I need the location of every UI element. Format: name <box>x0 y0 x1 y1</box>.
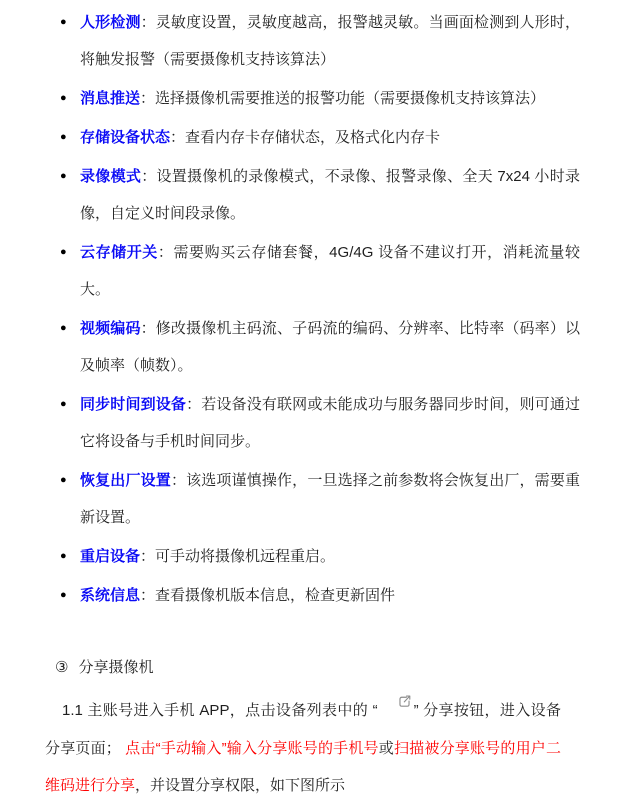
section-heading <box>55 658 635 678</box>
feature-description: ：可手动将摄像机远程重启。 <box>140 548 336 565</box>
feature-description: ：该选项谨慎操作，一旦选择之前参数将会恢复出厂，需要重新设置。 <box>80 472 580 526</box>
feature-label: 系统信息 <box>80 587 141 604</box>
share-icon <box>379 687 413 725</box>
list-item <box>60 234 580 308</box>
list-item <box>60 158 580 232</box>
feature-description: ：设置摄像机的录像模式，不录像、报警录像、全天 7x24 小时录像，自定义时间段录像。 <box>80 168 580 222</box>
bullet-icon: ● <box>60 550 67 562</box>
bullet-icon: ● <box>60 92 67 104</box>
feature-description: ：查看摄像机版本信息，检查更新固件 <box>140 587 396 604</box>
list-item <box>60 4 580 78</box>
list-item <box>60 538 580 575</box>
section-title: 分享摄像机 <box>78 659 154 676</box>
bullet-icon: ● <box>60 131 67 143</box>
bullet-icon: ● <box>60 170 67 182</box>
feature-description: ：需要购买云存储套餐，4G/4G 设备不建议打开，消耗流量较大。 <box>80 244 580 298</box>
text-segment: 点击“手动输入”输入分享账号的手机号 <box>125 739 379 757</box>
feature-description: ：灵敏度设置，灵敏度越高，报警越灵敏。当画面检测到人形时，将触发报警（需要摄像机支持该算法） <box>80 14 580 68</box>
bullet-icon: ● <box>60 322 67 334</box>
feature-description: ：选择摄像机需要推送的报警功能（需要摄像机支持该算法） <box>140 90 546 107</box>
feature-label: 存储设备状态 <box>80 129 171 146</box>
bullet-icon: ● <box>60 16 67 28</box>
text-segment: 扫描被分享账号的用户二维码进行分享 <box>45 739 561 794</box>
feature-label: 录像模式 <box>80 168 142 185</box>
feature-label: 同步时间到设备 <box>80 396 187 413</box>
feature-label: 重启设备 <box>80 548 141 565</box>
text-segment: ” 分享按钮，进入设备分享页面； <box>45 702 561 757</box>
text-segment: 1.1 主账号进入手机 APP，点击设备列表中的 “ <box>62 702 378 719</box>
list-item <box>60 462 580 536</box>
feature-label: 云存储开关 <box>80 244 158 261</box>
list-item <box>60 119 580 156</box>
list-item <box>60 80 580 117</box>
list-item <box>60 386 580 460</box>
bullet-icon: ● <box>60 589 67 601</box>
share-instructions-paragraph <box>45 687 561 805</box>
bullet-icon: ● <box>60 474 67 486</box>
list-item <box>60 577 580 614</box>
bullet-icon: ● <box>60 246 67 258</box>
feature-description: ：修改摄像机主码流、子码流的编码、分辨率、比特率（码率）以及帧率（帧数）。 <box>80 320 580 374</box>
feature-description: ：若设备没有联网或未能成功与服务器同步时间，则可通过它将设备与手机时间同步。 <box>80 396 580 450</box>
text-segment: ，并设置分享权限，如下图所示 <box>135 777 346 794</box>
bullet-icon: ● <box>60 398 67 410</box>
list-item <box>60 310 580 384</box>
text-segment: 或 <box>378 739 394 757</box>
section-number: ③ <box>55 659 69 676</box>
feature-label: 视频编码 <box>80 320 141 337</box>
feature-label: 恢复出厂设置 <box>80 472 171 489</box>
feature-description: ：查看内存卡存储状态，及格式化内存卡 <box>170 129 441 146</box>
feature-label: 人形检测 <box>80 14 141 31</box>
feature-list <box>60 0 580 614</box>
feature-label: 消息推送 <box>80 90 141 107</box>
